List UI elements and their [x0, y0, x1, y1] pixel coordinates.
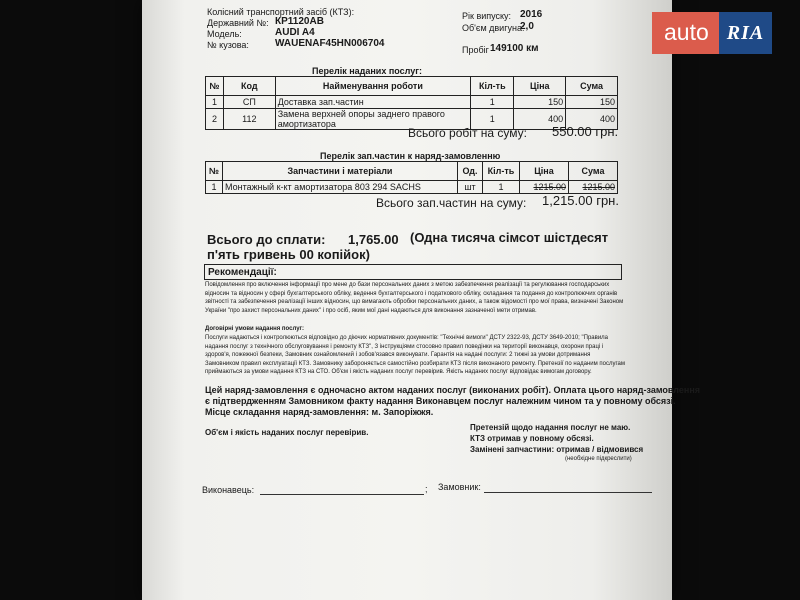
- model-value: AUDI A4: [275, 27, 315, 38]
- services-table: [205, 76, 618, 130]
- grand-total-words-1: (Одна тисяча сімсот шістдесят: [410, 230, 609, 245]
- contract-title: Договірні умови надання послуг:: [205, 326, 305, 332]
- cell: 112: [223, 109, 275, 130]
- claims-line-2: КТЗ отримав у повному обсязі.: [470, 434, 594, 443]
- col-header: Сума: [569, 162, 618, 181]
- col-header: №: [206, 77, 224, 96]
- autoria-logo: [652, 12, 772, 54]
- grand-total-value: 1,765.00: [348, 232, 399, 247]
- mileage-value: 149100 км: [490, 43, 539, 54]
- cell: 1: [483, 181, 520, 194]
- engine-label: Об'єм двигуна:: [462, 23, 525, 33]
- cell: Монтажный к-кт амортизатора 803 294 SACHS: [223, 181, 458, 194]
- col-header: Найменування роботи: [275, 77, 470, 96]
- cell: 400: [566, 109, 618, 130]
- grand-total-label: Всього до сплати:: [207, 232, 326, 247]
- cell: 1: [471, 109, 514, 130]
- parts-header-row: [206, 162, 618, 181]
- cell: 1215.00: [520, 181, 569, 194]
- separator: ;: [425, 484, 428, 494]
- cell: СП: [223, 96, 275, 109]
- grand-total-words-2: п'ять гривень 00 копійок): [207, 247, 370, 262]
- customer-label: Замовник:: [438, 482, 481, 492]
- parts-title: Перелік зап.частин к наряд-замовленню: [320, 151, 501, 161]
- cell: 150: [566, 96, 618, 109]
- privacy-notice: Повідомлення про включення інформації про мене до бази персональних даних з метою забезпечення реалізації та регулювання господарських відносин та відносин у сфері бухгалтерського обліку, ведення бухгалтерського і податкового обліку, складання та подання до контролюючих органів звітності та забезпечення реалізації інших відносин, що вимагають обробки персональних даних, а також відомості про мої права, визначені Законом України "про захист персональних даних" і про осіб, яким мої дані надаються для виконання зазначеної мети отримав.: [205, 282, 624, 314]
- col-header: Ціна: [514, 77, 566, 96]
- year-label: Рік випуску:: [462, 11, 512, 21]
- customer-signature-line: [484, 492, 652, 493]
- services-total-label: Всього робіт на суму:: [408, 126, 527, 140]
- logo-ria-text: RIA: [719, 12, 772, 54]
- claims-line-1: Претензій щодо надання послуг не маю.: [470, 423, 631, 432]
- cell: 400: [514, 109, 566, 130]
- vehicle-header: Колісний транспортний засіб (КТЗ):: [207, 7, 355, 17]
- engine-value: 2,0: [520, 21, 534, 32]
- year-value: 2016: [520, 9, 543, 20]
- cell: шт: [458, 181, 483, 194]
- logo-auto-text: auto: [652, 12, 719, 54]
- reg-label: Державний №:: [207, 18, 269, 28]
- closing-line-3: Місце складання наряд-замовлення: м. Запоріжжя.: [205, 407, 434, 417]
- cell: 150: [514, 96, 566, 109]
- vin-label: № кузова:: [207, 40, 249, 50]
- parts-total-value: 1,215.00 грн.: [542, 193, 619, 208]
- vin-value: WAUENAF45HN006704: [275, 38, 385, 49]
- cell: Доставка зап.частин: [275, 96, 470, 109]
- closing-line-2: є підтвердженням Замовником факту надання Виконавцем послуг належним чином та у повному обсязі.: [205, 396, 676, 406]
- table-row: [206, 96, 618, 109]
- verify-statement: Об'єм і якість наданих послуг перевірив.: [205, 428, 369, 437]
- services-title: Перелік наданих послуг:: [312, 66, 423, 76]
- col-header: Запчастини і матеріали: [223, 162, 458, 181]
- table-row: [206, 181, 618, 194]
- col-header: Код: [223, 77, 275, 96]
- claims-line-3: Замінені запчастини: отримав / відмовився: [470, 445, 644, 454]
- closing-line-1: Цей наряд-замовлення є одночасно актом наданих послуг (виконаних робіт). Оплата цього наряд-замовлення: [205, 385, 701, 395]
- executor-signature-line: [260, 494, 424, 495]
- cell: 1: [206, 181, 223, 194]
- contract-text: Послуги надаються і контролюються відповідно до діючих нормативних документів: "Технічні вимоги" ДСТУ 2322-93, ДСТУ 3649-2010; "Правила надання послуг з технічного обслуговування і ремонту КТЗ", З інструкціями стосовно правил поведінки на території виконавця, охорони праці і здоров'я, пожежної безпеки, Замовник ознайомлений і зобов'язався виконувати. Гарантія на надані послуги: 2 тижні за умови дотримання Замовником правил експлуатації КТЗ. Замовнику забороняється самостійно розбирати КТЗ після виконаного ремонту. Претензії по наданим послугам приймаються за умови надання КТЗ на СТО. Об'єм і якість наданих послуг перевірив. Якість наданих послуг відповідає вимогам договору.: [205, 335, 625, 376]
- reg-value: КР1120АВ: [275, 16, 324, 27]
- col-header: Од.: [458, 162, 483, 181]
- model-label: Модель:: [207, 29, 242, 39]
- cell: 1215.00: [569, 181, 618, 194]
- claims-line-4: (необхідне підкреслити): [565, 456, 632, 462]
- col-header: Сума: [566, 77, 618, 96]
- col-header: №: [206, 162, 223, 181]
- services-total-value: 550.00 грн.: [552, 124, 619, 139]
- cell: 2: [206, 109, 224, 130]
- cell: Замена верхней опоры заднего правого амортизатора: [275, 109, 470, 130]
- cell: 1: [206, 96, 224, 109]
- col-header: Кіл-ть: [483, 162, 520, 181]
- services-header-row: [206, 77, 618, 96]
- cell: 1: [471, 96, 514, 109]
- col-header: Ціна: [520, 162, 569, 181]
- mileage-label: Пробіг: [462, 45, 489, 55]
- recommendations-label: Рекомендації:: [208, 267, 277, 278]
- parts-table: [205, 161, 618, 194]
- col-header: Кіл-ть: [471, 77, 514, 96]
- parts-total-label: Всього зап.частин на суму:: [376, 196, 527, 210]
- executor-label: Виконавець:: [202, 485, 255, 495]
